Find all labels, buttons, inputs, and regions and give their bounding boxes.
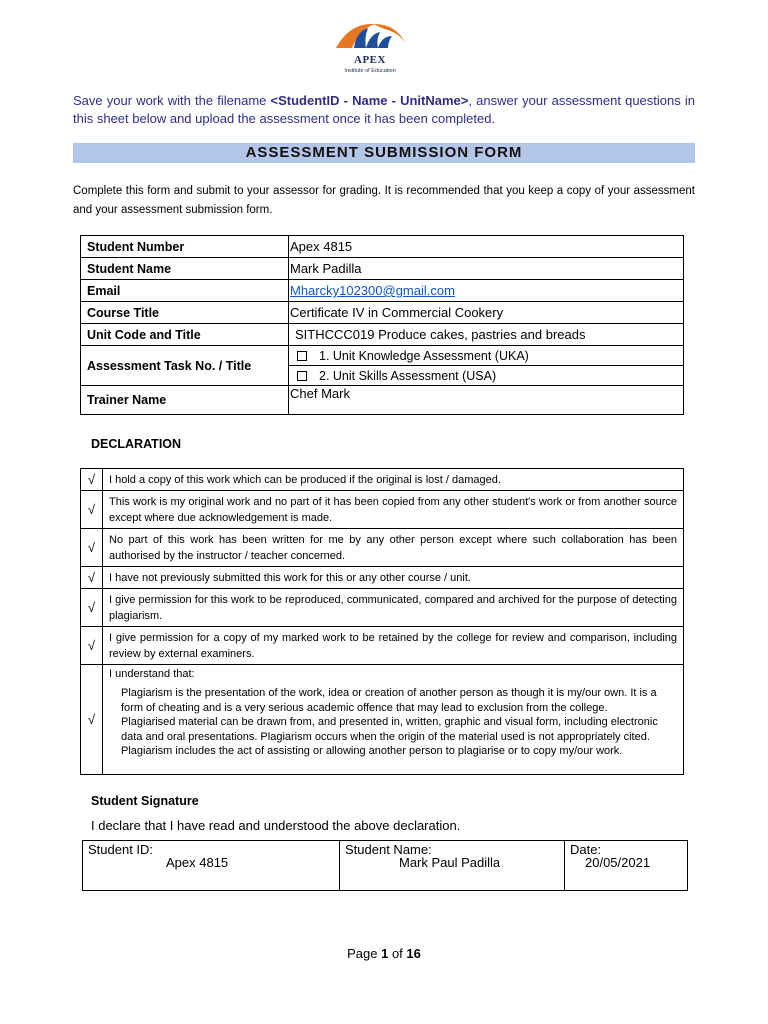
trainer-label: Trainer Name	[81, 386, 289, 415]
task-option-1[interactable]	[289, 346, 684, 366]
declaration-item: I give permission for a copy of my marked work to be retained by the college for review and comparison, including review by external examiners.	[103, 627, 684, 665]
student-info-table	[80, 235, 684, 415]
signature-table	[82, 840, 688, 891]
table-row	[81, 386, 684, 415]
checkmark-icon: √	[81, 627, 103, 665]
declaration-item	[103, 665, 684, 775]
signature-statement: I declare that I have read and understood the above declaration.	[91, 818, 461, 833]
course-title-value: Certificate IV in Commercial Cookery	[289, 302, 684, 324]
table-row	[81, 469, 684, 491]
table-row	[81, 529, 684, 567]
table-row	[81, 346, 684, 366]
sydney-opera-house-logo-icon	[330, 18, 410, 58]
declaration-item: No part of this work has been written for me by any other person except where such collaboration has been authorised by the instructor / teacher concerned.	[103, 529, 684, 567]
student-id-cell[interactable]	[83, 841, 340, 891]
table-row	[81, 491, 684, 529]
email-label: Email	[81, 280, 289, 302]
student-id-value: Apex 4815	[166, 855, 229, 870]
trainer-value: Chef Mark	[289, 386, 684, 415]
plagiarism-statement: Plagiarism is the presentation of the work, idea or creation of another person as though it is my/our own. It is a form of cheating and is a very serious academic offence that may lead to exclusion from the college. Plagiarised material can be drawn from, and presented in, written, graphic and visual form, including electronic data and oral presentations. Plagiarism occurs when the origin of the material used is not appropriately cited. Plagiarism includes the act of assisting or allowing another person to plagiarise or to copy my/our work.	[121, 687, 658, 757]
checkbox-icon[interactable]	[297, 371, 307, 381]
total-pages: 16	[406, 946, 421, 961]
checkmark-icon: √	[81, 567, 103, 589]
table-row	[81, 589, 684, 627]
page-word: Page	[347, 946, 378, 961]
declaration-item: This work is my original work and no part of it has been copied from any other student's work or from another source except where due acknowledgement is made.	[103, 491, 684, 529]
date-value: 20/05/2021	[585, 855, 651, 870]
page-number	[0, 946, 768, 961]
filename-format: <StudentID - Name - UnitName>	[270, 93, 469, 108]
unit-label: Unit Code and Title	[81, 324, 289, 346]
table-row	[81, 324, 684, 346]
email-link[interactable]: Mharcky102300@gmail.com	[290, 283, 455, 298]
student-id-label: Student ID:	[88, 842, 154, 857]
declaration-item: I hold a copy of this work which can be produced if the original is lost / damaged.	[103, 469, 684, 491]
table-row	[81, 236, 684, 258]
declaration-heading: DECLARATION	[91, 437, 182, 451]
table-row	[81, 567, 684, 589]
checkmark-icon: √	[81, 491, 103, 529]
date-label: Date:	[570, 842, 602, 857]
table-row	[81, 302, 684, 324]
unit-value: SITHCCC019 Produce cakes, pastries and breads	[289, 324, 684, 346]
table-row	[81, 665, 684, 775]
declaration-table	[80, 468, 684, 775]
signature-name-label: Student Name:	[345, 842, 432, 857]
intro-part2: , answer your assessment questions in this sheet below and upload the assessment once it has been completed.	[73, 93, 695, 126]
declaration-item: I give permission for this work to be reproduced, communicated, compared and archived for the purpose of detecting plagiarism.	[103, 589, 684, 627]
logo-subtitle: Institute of Education	[344, 68, 396, 74]
table-row	[81, 280, 684, 302]
current-page: 1	[381, 946, 389, 961]
table-row	[81, 258, 684, 280]
student-number-value: Apex 4815	[289, 236, 684, 258]
logo-name: APEX	[354, 54, 386, 66]
student-name-label: Student Name	[81, 258, 289, 280]
student-name-cell[interactable]	[340, 841, 565, 891]
understand-label: I understand that:	[109, 668, 195, 680]
intro-text	[73, 92, 695, 128]
form-title: ASSESSMENT SUBMISSION FORM	[73, 143, 695, 163]
checkmark-icon: √	[81, 665, 103, 775]
checkmark-icon: √	[81, 529, 103, 567]
intro-part1: Save your work with the filename	[73, 93, 271, 108]
checkmark-icon: √	[81, 589, 103, 627]
apex-logo	[330, 18, 410, 80]
task-option-1-label: 1. Unit Knowledge Assessment (UKA)	[319, 348, 529, 363]
student-name-value: Mark Padilla	[289, 258, 684, 280]
declaration-item: I have not previously submitted this work for this or any other course / unit.	[103, 567, 684, 589]
task-label: Assessment Task No. / Title	[81, 346, 289, 386]
course-title-label: Course Title	[81, 302, 289, 324]
checkmark-icon: √	[81, 469, 103, 491]
checkbox-icon[interactable]	[297, 351, 307, 361]
of-word: of	[391, 946, 403, 961]
instructions-text: Complete this form and submit to your assessor for grading. It is recommended that you keep a copy of your assessment and your assessment submission form.	[73, 185, 695, 216]
signature-heading: Student Signature	[91, 794, 199, 808]
date-cell[interactable]	[565, 841, 688, 891]
task-option-2-label: 2. Unit Skills Assessment (USA)	[319, 368, 497, 383]
table-row	[81, 627, 684, 665]
signature-name-value: Mark Paul Padilla	[399, 855, 501, 870]
student-number-label: Student Number	[81, 236, 289, 258]
task-option-2[interactable]	[289, 366, 684, 386]
table-row	[83, 841, 688, 891]
